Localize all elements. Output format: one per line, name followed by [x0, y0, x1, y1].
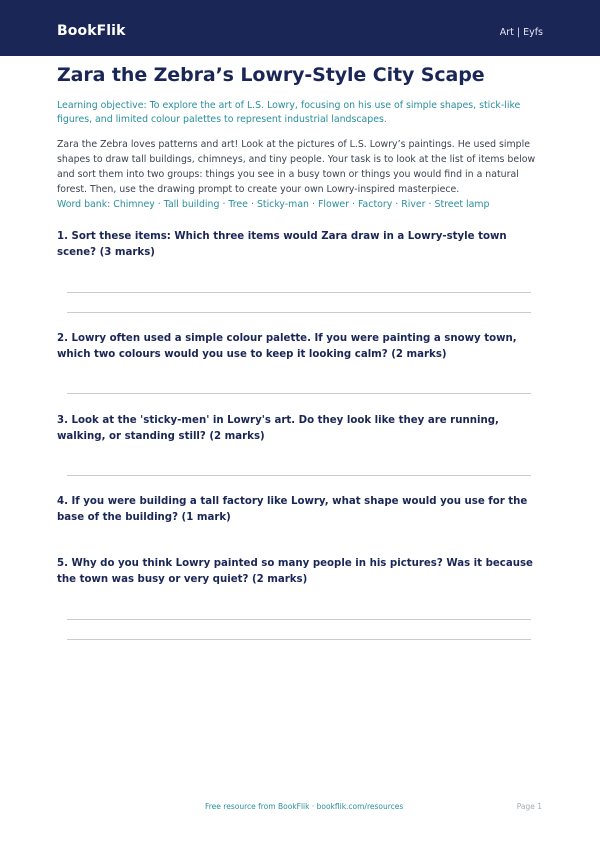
word-bank-separator: ·	[157, 199, 161, 210]
word-bank-separator: ·	[250, 199, 254, 210]
answer-line[interactable]	[67, 619, 531, 620]
question-3: 3. Look at the 'sticky-men' in Lowry's art. Do they look like they are running, walking, or standing still? (2 marks)	[57, 415, 499, 442]
word-bank-item: Tall building	[163, 199, 220, 210]
level-label: Eyfs	[523, 27, 543, 38]
word-bank-label: Word bank:	[57, 199, 111, 210]
answer-line[interactable]	[67, 312, 531, 313]
word-bank-separator: ·	[312, 199, 315, 210]
intro-paragraph: Zara the Zebra loves patterns and art! Look at the pictures of L.S. Lowry’s paintings. He used simple shapes to draw tall buildings, chimneys, and tiny people. Your task is to look at the list of items below and sort them into two groups: things you see in a busy town or things you would find in a natural forest. Then, use the drawing prompt to create your own Lowry-inspired masterpiece.	[57, 139, 536, 195]
answer-line[interactable]	[67, 475, 531, 476]
page-header	[0, 0, 600, 56]
meta-separator: |	[516, 27, 521, 38]
word-bank-separator: ·	[395, 199, 399, 210]
word-bank-item: Chimney	[113, 199, 155, 210]
word-bank-item: River	[401, 199, 426, 210]
worksheet-title: Zara the Zebra’s Lowry-Style City Scape	[57, 64, 485, 86]
learning-objective: Learning objective: To explore the art of L.S. Lowry, focusing on his use of simple shapes, stick-like figures, and limited colour palettes to represent industrial landscapes.	[57, 100, 521, 125]
answer-line[interactable]	[67, 639, 531, 640]
word-bank-separator: ·	[222, 199, 226, 210]
answer-line[interactable]	[67, 393, 531, 394]
answer-line[interactable]	[67, 292, 531, 293]
header-meta	[500, 27, 543, 38]
page-number: Page 1	[516, 802, 542, 811]
footer-source-link[interactable]: Free resource from BookFlik · bookflik.com/resources	[205, 802, 404, 811]
word-bank-item: Flower	[318, 199, 350, 210]
question-4: 4. If you were building a tall factory like Lowry, what shape would you use for the base of the building? (1 mark)	[57, 496, 528, 523]
word-bank-item: Factory	[358, 199, 393, 210]
question-1: 1. Sort these items: Which three items would Zara draw in a Lowry-style town scene? (3 marks)	[57, 231, 507, 258]
word-bank-item: Sticky-man	[256, 199, 310, 210]
word-bank-separator: ·	[428, 199, 432, 210]
subject-label: Art	[499, 27, 514, 38]
question-5: 5. Why do you think Lowry painted so many people in his pictures? Was it because the town was busy or very quiet? (2 marks)	[57, 558, 533, 585]
brand-logo-text[interactable]: BookFlik	[57, 23, 126, 39]
word-bank-separator: ·	[352, 199, 356, 210]
word-bank-item: Street lamp	[434, 199, 490, 210]
question-2: 2. Lowry often used a simple colour palette. If you were painting a snowy town, which two colours would you use to keep it looking calm? (2 marks)	[57, 333, 517, 360]
word-bank-item: Tree	[228, 199, 248, 210]
word-bank	[57, 199, 489, 210]
